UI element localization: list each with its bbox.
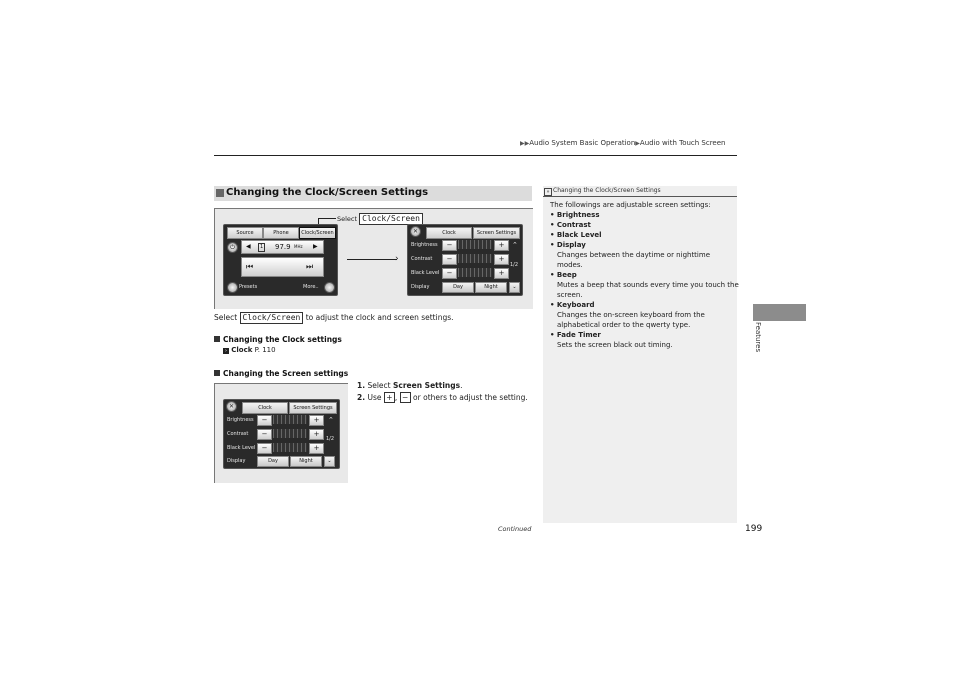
contrast-label: Contrast xyxy=(227,431,249,437)
back-icon[interactable]: ✕ xyxy=(410,226,421,237)
display-label: Display xyxy=(227,458,246,464)
contrast-label: Contrast xyxy=(411,256,433,262)
triangle-right-icon: ▶▶ xyxy=(520,140,530,147)
black-level-bar[interactable] xyxy=(458,268,492,277)
continued-label: Continued xyxy=(498,525,532,533)
seek-forward-icon[interactable]: ⏭ xyxy=(306,262,314,271)
callout-line xyxy=(318,218,336,219)
select-suffix: to adjust the clock and screen settings. xyxy=(305,313,454,322)
sidebar-item-name: Display xyxy=(556,241,586,249)
breadcrumb xyxy=(520,139,726,147)
more-icon[interactable] xyxy=(324,282,335,293)
figure-screen-settings xyxy=(214,383,348,483)
step-2-suffix: or others to adjust the setting. xyxy=(413,393,528,402)
sidebar-item xyxy=(550,270,739,280)
settings-screen-2 xyxy=(223,399,340,469)
sidebar-item xyxy=(550,220,739,230)
brightness-label: Brightness xyxy=(227,417,254,423)
tab-phone[interactable]: Phone xyxy=(263,227,299,239)
triangle-right-icon: ▶ xyxy=(635,140,640,147)
black-level-minus-button[interactable]: − xyxy=(442,268,457,279)
contrast-level-bar[interactable] xyxy=(273,429,307,438)
screen-settings-title: Changing the Screen settings xyxy=(223,369,349,378)
bullet-icon: • xyxy=(550,271,557,279)
audio-screen xyxy=(223,224,338,296)
sidebar-item-name: Contrast xyxy=(556,221,591,229)
channel-number: 1 xyxy=(260,244,264,250)
sidebar-item-name: Brightness xyxy=(556,211,600,219)
square-bullet-icon xyxy=(214,370,220,376)
sidebar-items xyxy=(550,210,739,350)
black-level-plus-button[interactable]: + xyxy=(494,268,509,279)
select-prefix: Select xyxy=(214,313,238,322)
night-button[interactable]: Night xyxy=(290,456,322,467)
page-indicator: 1/2 xyxy=(326,436,335,442)
tab-screen-settings[interactable]: Screen Settings xyxy=(289,402,337,414)
clock-ref-label: Clock xyxy=(231,346,253,354)
brightness-minus-button[interactable]: − xyxy=(257,415,272,426)
tab-clock-screen[interactable]: Clock/Screen xyxy=(299,227,336,239)
screen-settings-heading xyxy=(214,369,348,378)
night-button[interactable]: Night xyxy=(475,282,507,293)
display-label: Display xyxy=(411,284,430,290)
bullet-icon: • xyxy=(550,221,557,229)
tab-clock[interactable]: Clock xyxy=(426,227,472,239)
bullet-icon: • xyxy=(550,331,557,339)
sidebar-item-name: Keyboard xyxy=(556,301,595,309)
brightness-minus-button[interactable]: − xyxy=(442,240,457,251)
clock-settings-heading xyxy=(214,335,342,344)
presets-icon[interactable] xyxy=(227,282,238,293)
sidebar-item xyxy=(550,240,739,250)
day-button[interactable]: Day xyxy=(257,456,289,467)
callout-label: Clock/Screen xyxy=(359,213,423,225)
select-instruction xyxy=(214,312,454,324)
contrast-minus-button[interactable]: − xyxy=(257,429,272,440)
sidebar-item xyxy=(550,230,739,240)
scroll-down-icon[interactable]: ⌄ xyxy=(324,456,335,467)
square-bullet-icon xyxy=(216,189,224,197)
arrow-shaft xyxy=(347,259,397,260)
page-number: 199 xyxy=(745,524,763,534)
clock-ref-page: P. 110 xyxy=(254,346,276,354)
sidebar-item xyxy=(550,300,739,310)
bullet-icon: • xyxy=(550,301,557,309)
sidebar-list xyxy=(550,200,739,350)
scroll-up-icon[interactable]: ⌃ xyxy=(328,416,334,424)
tuner-bar xyxy=(241,240,324,254)
note-icon: » xyxy=(544,188,552,196)
bullet-icon: • xyxy=(550,241,557,249)
contrast-plus-button[interactable]: + xyxy=(309,429,324,440)
bullet-icon: • xyxy=(550,231,557,239)
figure-clock-screen xyxy=(214,208,533,309)
breadcrumb-item-1: Audio System Basic Operation xyxy=(529,139,636,147)
brightness-level-bar[interactable] xyxy=(273,415,307,424)
plus-icon: + xyxy=(384,392,395,403)
scroll-up-icon[interactable]: ⌃ xyxy=(512,241,518,249)
scroll-down-icon[interactable]: ⌄ xyxy=(509,282,520,293)
sidebar-item-desc: screen. xyxy=(557,291,583,299)
brightness-plus-button[interactable]: + xyxy=(494,240,509,251)
breadcrumb-item-2: Audio with Touch Screen xyxy=(639,139,726,147)
page-indicator: 1/2 xyxy=(510,262,519,268)
sidebar-item-name: Beep xyxy=(556,271,577,279)
step-1-number: 1. xyxy=(357,381,366,390)
tune-up-icon[interactable]: ▶ xyxy=(313,243,318,250)
sidebar-item-desc: modes. xyxy=(557,261,583,269)
sidebar-item-desc: Changes the on-screen keyboard from the xyxy=(557,311,705,319)
arrow-right-icon: › xyxy=(395,254,399,264)
step-2-prefix: Use xyxy=(367,393,382,402)
black-level-plus-button[interactable]: + xyxy=(309,443,324,454)
sidebar-intro: The followings are adjustable screen settings: xyxy=(550,201,711,209)
sidebar-item-desc: alphabetical order to the qwerty type. xyxy=(557,321,691,329)
step-1-bold: Screen Settings xyxy=(393,381,461,390)
bullet-icon: • xyxy=(550,211,557,219)
sidebar-item xyxy=(550,210,739,220)
chapter-label: Features xyxy=(754,322,762,353)
section-heading xyxy=(214,186,532,201)
tab-source[interactable]: Source xyxy=(227,227,263,239)
black-level-label: Black Level xyxy=(227,445,256,451)
tab-clock[interactable]: Clock xyxy=(242,402,288,414)
seek-back-icon[interactable]: ⏮ xyxy=(246,262,254,271)
sidebar-notes xyxy=(543,186,737,523)
step-1-suffix: . xyxy=(460,381,463,390)
chapter-tab xyxy=(753,304,806,321)
sidebar-item-name: Black Level xyxy=(556,231,602,239)
sidebar-header-text: Changing the Clock/Screen Settings xyxy=(553,187,661,194)
callout-prefix: Select xyxy=(337,215,358,223)
clock-settings-title: Changing the Clock settings xyxy=(223,335,342,344)
step-2-number: 2. xyxy=(357,393,366,402)
presets-label[interactable]: Presets xyxy=(239,284,258,290)
contrast-minus-button[interactable]: − xyxy=(442,254,457,265)
frequency-unit: MHz xyxy=(294,244,303,249)
frequency: 97.9 xyxy=(275,243,291,251)
contrast-plus-button[interactable]: + xyxy=(494,254,509,265)
brightness-level-bar[interactable] xyxy=(458,240,492,249)
brightness-plus-button[interactable]: + xyxy=(309,415,324,426)
clock-reference[interactable] xyxy=(223,346,276,354)
black-level-label: Black Level xyxy=(411,270,440,276)
back-icon[interactable]: ✕ xyxy=(226,401,237,412)
tune-down-icon[interactable]: ◀ xyxy=(246,243,251,250)
section-title: Changing the Clock/Screen Settings xyxy=(226,187,429,198)
select-label: Clock/Screen xyxy=(240,312,304,324)
square-bullet-icon xyxy=(214,336,220,342)
sidebar-item-desc: Sets the screen black out timing. xyxy=(557,341,673,349)
header-rule xyxy=(214,155,737,156)
sidebar-item-desc: Mutes a beep that sounds every time you touch the xyxy=(557,281,739,289)
step-1-prefix: Select xyxy=(367,381,391,390)
more-label[interactable]: More.. xyxy=(303,284,319,290)
sidebar-item xyxy=(550,330,739,340)
sidebar-item-name: Fade Timer xyxy=(556,331,601,339)
brightness-label: Brightness xyxy=(411,242,438,248)
black-level-bar[interactable] xyxy=(273,443,307,452)
contrast-level-bar[interactable] xyxy=(458,254,492,263)
reference-arrow-icon: › xyxy=(225,348,227,354)
step-1 xyxy=(357,381,462,390)
step-2: 2. Use + , − or others to adjust the setting. xyxy=(357,393,528,402)
sidebar-header xyxy=(543,186,737,197)
settings-screen xyxy=(407,224,523,296)
minus-icon: − xyxy=(400,392,411,403)
black-level-minus-button[interactable]: − xyxy=(257,443,272,454)
sidebar-item-desc: Changes between the daytime or nighttime xyxy=(557,251,711,259)
power-icon[interactable]: ⏻ xyxy=(227,242,238,253)
tab-screen-settings[interactable]: Screen Settings xyxy=(473,227,520,239)
seek-bar xyxy=(241,257,324,277)
day-button[interactable]: Day xyxy=(442,282,474,293)
